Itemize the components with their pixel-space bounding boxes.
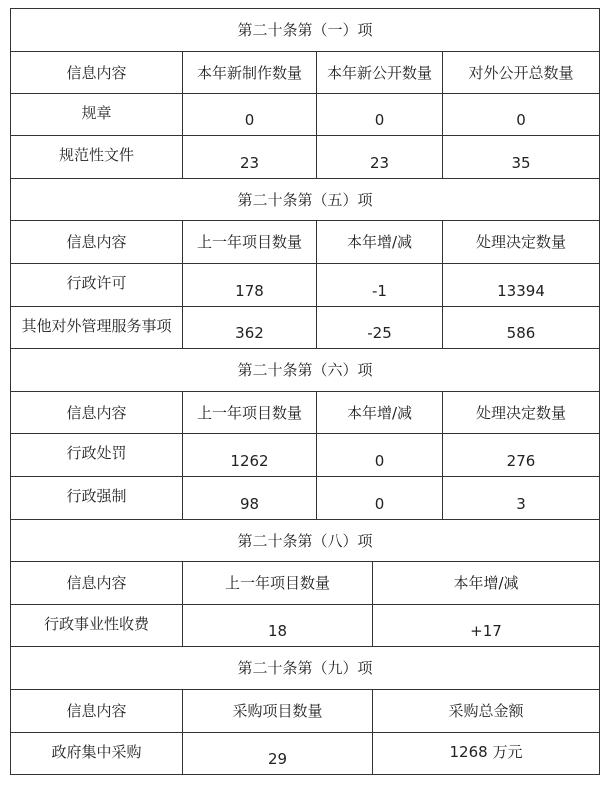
row-label: 规章 xyxy=(11,94,183,136)
table-row xyxy=(11,136,600,179)
value-cell: 0 xyxy=(317,477,443,520)
section-title-row xyxy=(11,520,600,562)
disclosure-table xyxy=(10,8,600,775)
section-title: 第二十条第（一）项 xyxy=(11,9,600,52)
value-cell: 23 xyxy=(183,136,317,179)
table-row xyxy=(11,733,600,775)
row-label: 规范性文件 xyxy=(11,136,183,179)
value-cell: 3 xyxy=(443,477,600,520)
value-cell: 586 xyxy=(443,307,600,349)
table-row xyxy=(11,264,600,307)
value-cell: 13394 xyxy=(443,264,600,307)
value-cell: 0 xyxy=(317,94,443,136)
section-title: 第二十条第（九）项 xyxy=(11,647,600,690)
value-cell: -1 xyxy=(317,264,443,307)
header-cell: 本年新公开数量 xyxy=(317,52,443,94)
header-cell: 上一年项目数量 xyxy=(183,392,317,434)
header-row xyxy=(11,690,600,733)
value-cell: 29 xyxy=(183,733,373,775)
value-cell: 1262 xyxy=(183,434,317,477)
header-cell: 采购总金额 xyxy=(373,690,600,733)
value-cell: 276 xyxy=(443,434,600,477)
header-row xyxy=(11,562,600,605)
header-cell: 信息内容 xyxy=(11,221,183,264)
header-cell: 本年增/减 xyxy=(317,392,443,434)
value-cell: 0 xyxy=(183,94,317,136)
header-cell: 上一年项目数量 xyxy=(183,562,373,605)
header-cell: 上一年项目数量 xyxy=(183,221,317,264)
header-cell: 信息内容 xyxy=(11,392,183,434)
row-label: 行政事业性收费 xyxy=(11,605,183,647)
header-cell: 处理决定数量 xyxy=(443,221,600,264)
header-cell: 信息内容 xyxy=(11,562,183,605)
value-cell: 178 xyxy=(183,264,317,307)
row-label: 政府集中采购 xyxy=(11,733,183,775)
header-cell: 信息内容 xyxy=(11,690,183,733)
header-row xyxy=(11,221,600,264)
row-label: 行政处罚 xyxy=(11,434,183,477)
section-title-row xyxy=(11,9,600,52)
section-title-row xyxy=(11,179,600,221)
header-cell: 本年增/减 xyxy=(317,221,443,264)
header-cell: 本年增/减 xyxy=(373,562,600,605)
section-title-row xyxy=(11,349,600,392)
value-cell: 23 xyxy=(317,136,443,179)
value-cell: +17 xyxy=(373,605,600,647)
value-cell: 98 xyxy=(183,477,317,520)
table-row xyxy=(11,477,600,520)
section-title: 第二十条第（六）项 xyxy=(11,349,600,392)
header-cell: 本年新制作数量 xyxy=(183,52,317,94)
header-cell: 采购项目数量 xyxy=(183,690,373,733)
table-row xyxy=(11,94,600,136)
value-cell: 1268 万元 xyxy=(373,733,600,775)
value-cell: 0 xyxy=(317,434,443,477)
value-cell: 0 xyxy=(443,94,600,136)
header-cell: 信息内容 xyxy=(11,52,183,94)
header-cell: 处理决定数量 xyxy=(443,392,600,434)
row-label: 行政许可 xyxy=(11,264,183,307)
table-row xyxy=(11,307,600,349)
value-cell: 35 xyxy=(443,136,600,179)
header-row xyxy=(11,392,600,434)
row-label: 其他对外管理服务事项 xyxy=(11,307,183,349)
section-title: 第二十条第（八）项 xyxy=(11,520,600,562)
header-row xyxy=(11,52,600,94)
section-title-row xyxy=(11,647,600,690)
row-label: 行政强制 xyxy=(11,477,183,520)
header-cell: 对外公开总数量 xyxy=(443,52,600,94)
value-cell: 18 xyxy=(183,605,373,647)
section-title: 第二十条第（五）项 xyxy=(11,179,600,221)
value-cell: -25 xyxy=(317,307,443,349)
table-row xyxy=(11,434,600,477)
value-cell: 362 xyxy=(183,307,317,349)
table-row xyxy=(11,605,600,647)
